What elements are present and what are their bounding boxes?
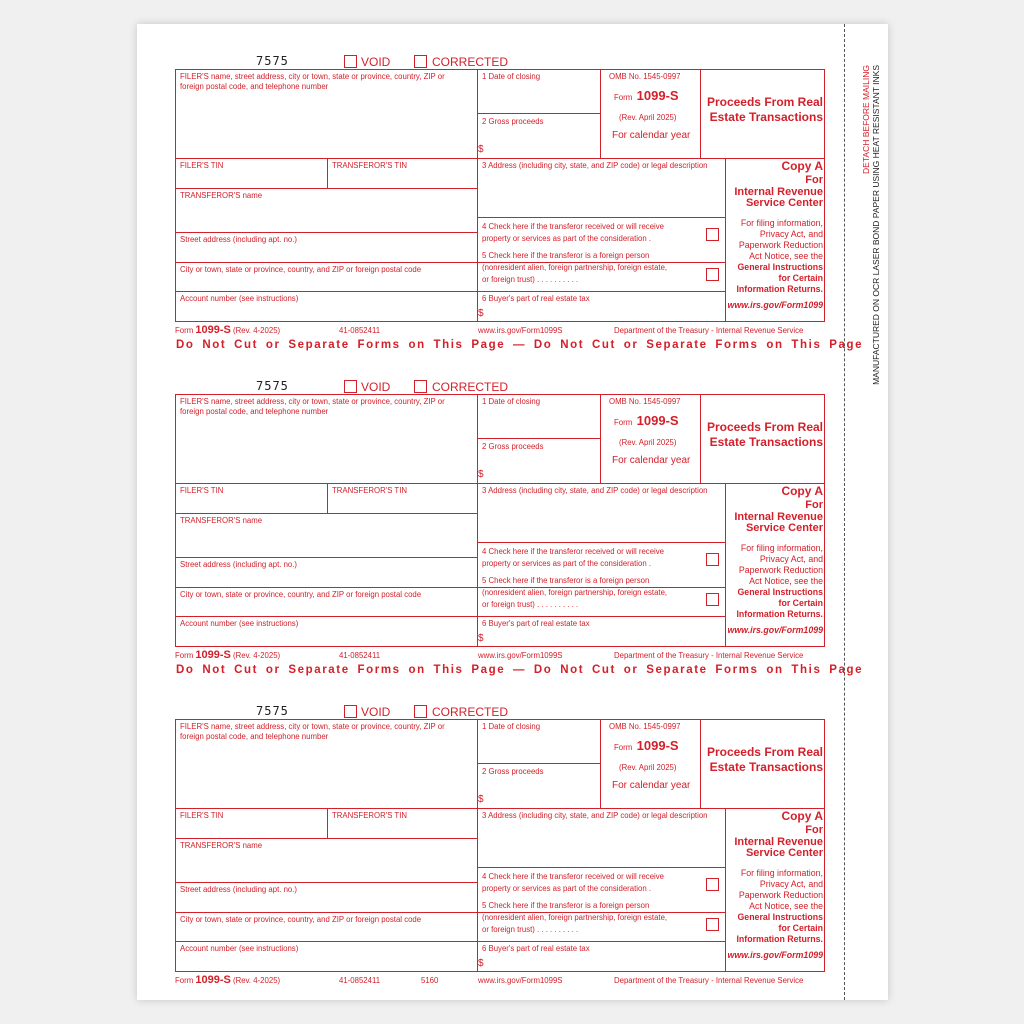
transferor-tin-field[interactable]: TRANSFEROR'S TIN xyxy=(332,486,407,495)
notice-line5: General Instructions xyxy=(737,587,823,597)
footer-revision: (Rev. 4-2025) xyxy=(233,651,281,660)
box4-checkbox[interactable] xyxy=(706,553,719,566)
form-1099s-copy-1 xyxy=(0,25,1024,351)
manufacture-notice: MANUFACTURED ON OCR LASER BOND PAPER USING HEAT RESISTANT INKS xyxy=(871,65,881,385)
omb-number: OMB No. 1545-0997 xyxy=(609,72,681,81)
omb-number: OMB No. 1545-0997 xyxy=(609,397,681,406)
footer-department: Department of the Treasury - Internal Revenue Service xyxy=(614,651,804,660)
notice-line6: for Certain xyxy=(778,923,823,933)
box5-text-line3: or foreign trust) . . . . . . . . . . xyxy=(482,600,579,609)
irs-center-line1: Internal Revenue xyxy=(734,510,823,523)
notice-line3: Paperwork Reduction xyxy=(738,240,823,250)
box4-text-line2: property or services as part of the consideration . xyxy=(482,559,652,568)
box4-text-line1: 4 Check here if the transferor received or will receive xyxy=(482,872,665,881)
corrected-label: CORRECTED xyxy=(432,55,509,69)
footer-form-number: 1099-S xyxy=(195,974,231,986)
corrected-checkbox[interactable] xyxy=(414,55,427,68)
footer-catalog-number: 41-0852411 xyxy=(339,976,381,985)
footer-catalog-number: 41-0852411 xyxy=(339,651,381,660)
for-label: For xyxy=(805,499,823,511)
form-word: Form xyxy=(614,93,633,102)
notice-line6: for Certain xyxy=(778,273,823,283)
void-checkbox[interactable] xyxy=(344,55,357,68)
notice-line1: For filing information, xyxy=(740,218,823,228)
box3-address[interactable]: 3 Address (including city, state, and ZIP code) or legal description xyxy=(482,811,708,820)
corrected-checkbox[interactable] xyxy=(414,705,427,718)
notice-line4: Act Notice, see the xyxy=(749,901,823,911)
box4-text-line2: property or services as part of the consideration . xyxy=(482,884,652,893)
filer-name-field[interactable]: FILER'S name, street address, city or town, state or province, country, ZIP or foreign postal code, and telephone number xyxy=(180,397,445,416)
omb-number: OMB No. 1545-0997 xyxy=(609,722,681,731)
transferor-tin-field[interactable]: TRANSFEROR'S TIN xyxy=(332,161,407,170)
copy-label: Copy A xyxy=(781,809,823,823)
box5-checkbox[interactable] xyxy=(706,593,719,606)
box2-gross-proceeds[interactable]: 2 Gross proceeds xyxy=(482,442,544,451)
do-not-cut-warning: Do Not Cut or Separate Forms on This Page — Do Not Cut or Separate Forms on This Page xyxy=(176,339,864,351)
form-word: Form xyxy=(614,743,633,752)
form-1099s-copy-2 xyxy=(0,350,1024,676)
box4-checkbox[interactable] xyxy=(706,878,719,891)
box3-address[interactable]: 3 Address (including city, state, and ZIP code) or legal description xyxy=(482,486,708,495)
street-address-field[interactable]: Street address (including apt. no.) xyxy=(180,560,298,569)
footer-form-word: Form xyxy=(175,976,194,985)
box6-buyers-tax[interactable]: 6 Buyer's part of real estate tax xyxy=(482,619,590,628)
notice-line2: Privacy Act, and xyxy=(759,554,823,564)
form-number: 1099-S xyxy=(636,88,679,103)
box5-text-line2: (nonresident alien, foreign partnership, foreign estate, xyxy=(482,588,668,597)
irs-url[interactable]: www.irs.gov/Form1099 xyxy=(727,300,823,310)
box1-date-of-closing[interactable]: 1 Date of closing xyxy=(482,397,541,406)
filer-name-field[interactable]: FILER'S name, street address, city or town, state or province, country, ZIP or foreign postal code, and telephone number xyxy=(180,722,445,741)
irs-url[interactable]: www.irs.gov/Form1099 xyxy=(727,950,823,960)
box5-checkbox[interactable] xyxy=(706,268,719,281)
corrected-label: CORRECTED xyxy=(432,705,509,719)
notice-line2: Privacy Act, and xyxy=(759,229,823,239)
transferor-name-field[interactable]: TRANSFEROR'S name xyxy=(180,841,263,850)
do-not-cut-warning: Do Not Cut or Separate Forms on This Page — Do Not Cut or Separate Forms on This Page xyxy=(176,664,864,676)
notice-line3: Paperwork Reduction xyxy=(738,565,823,575)
calendar-year-label: For calendar year xyxy=(612,130,691,141)
form-title-line1: Proceeds From Real xyxy=(706,420,823,434)
revision-date: (Rev. April 2025) xyxy=(619,113,677,122)
box5-text-line3: or foreign trust) . . . . . . . . . . xyxy=(482,925,579,934)
footer-url: www.irs.gov/Form1099S xyxy=(478,326,563,335)
footer-form-number: 1099-S xyxy=(195,324,231,336)
transferor-name-field[interactable]: TRANSFEROR'S name xyxy=(180,191,263,200)
footer-url: www.irs.gov/Form1099S xyxy=(478,651,563,660)
footer-code: 5160 xyxy=(421,976,439,985)
for-label: For xyxy=(805,174,823,186)
notice-line2: Privacy Act, and xyxy=(759,879,823,889)
account-number-field[interactable]: Account number (see instructions) xyxy=(180,294,299,303)
box6-dollar-sign: $ xyxy=(478,633,484,644)
form-1099s-copy-3 xyxy=(0,675,1024,986)
copy-label: Copy A xyxy=(781,484,823,498)
footer-url: www.irs.gov/Form1099S xyxy=(478,976,563,985)
irs-center-line2: Service Center xyxy=(745,522,823,534)
footer-department: Department of the Treasury - Internal Revenue Service xyxy=(614,976,804,985)
box3-address[interactable]: 3 Address (including city, state, and ZIP code) or legal description xyxy=(482,161,708,170)
revision-date: (Rev. April 2025) xyxy=(619,763,677,772)
box6-buyers-tax[interactable]: 6 Buyer's part of real estate tax xyxy=(482,944,590,953)
street-address-field[interactable]: Street address (including apt. no.) xyxy=(180,235,298,244)
irs-center-line1: Internal Revenue xyxy=(734,835,823,848)
transferor-tin-field[interactable]: TRANSFEROR'S TIN xyxy=(332,811,407,820)
box5-text-line1: 5 Check here if the transferor is a foreign person xyxy=(482,901,650,910)
form-title-line2: Estate Transactions xyxy=(709,110,823,124)
box2-gross-proceeds[interactable]: 2 Gross proceeds xyxy=(482,767,544,776)
void-label: VOID xyxy=(361,705,391,719)
box2-dollar-sign: $ xyxy=(478,469,484,480)
void-label: VOID xyxy=(361,55,391,69)
filer-tin-field[interactable]: FILER'S TIN xyxy=(180,486,224,495)
form-title-line2: Estate Transactions xyxy=(709,435,823,449)
notice-line6: for Certain xyxy=(778,598,823,608)
irs-center-line1: Internal Revenue xyxy=(734,185,823,198)
calendar-year-label: For calendar year xyxy=(612,780,691,791)
notice-line1: For filing information, xyxy=(740,868,823,878)
street-address-field[interactable]: Street address (including apt. no.) xyxy=(180,885,298,894)
form-title-line1: Proceeds From Real xyxy=(706,95,823,109)
filer-tin-field[interactable]: FILER'S TIN xyxy=(180,161,224,170)
notice-line3: Paperwork Reduction xyxy=(738,890,823,900)
box5-checkbox[interactable] xyxy=(706,918,719,931)
notice-line4: Act Notice, see the xyxy=(749,251,823,261)
box2-dollar-sign: $ xyxy=(478,144,484,155)
notice-line4: Act Notice, see the xyxy=(749,576,823,586)
account-number-field[interactable]: Account number (see instructions) xyxy=(180,944,299,953)
box4-text-line1: 4 Check here if the transferor received or will receive xyxy=(482,547,665,556)
box4-text-line1: 4 Check here if the transferor received or will receive xyxy=(482,222,665,231)
corrected-checkbox[interactable] xyxy=(414,380,427,393)
notice-line7: Information Returns. xyxy=(736,609,823,619)
notice-line7: Information Returns. xyxy=(736,934,823,944)
notice-line5: General Instructions xyxy=(737,262,823,272)
void-checkbox[interactable] xyxy=(344,380,357,393)
box4-text-line2: property or services as part of the consideration . xyxy=(482,234,652,243)
box5-text-line1: 5 Check here if the transferor is a foreign person xyxy=(482,251,650,260)
city-field[interactable]: City or town, state or province, country, and ZIP or foreign postal code xyxy=(180,915,422,924)
box1-date-of-closing[interactable]: 1 Date of closing xyxy=(482,722,541,731)
footer-form-word: Form xyxy=(175,326,194,335)
filer-name-field[interactable]: FILER'S name, street address, city or town, state or province, country, ZIP or foreign postal code, and telephone number xyxy=(180,72,445,91)
form-code: 7575 xyxy=(256,379,289,393)
box2-gross-proceeds[interactable]: 2 Gross proceeds xyxy=(482,117,544,126)
void-label: VOID xyxy=(361,380,391,394)
city-field[interactable]: City or town, state or province, country, and ZIP or foreign postal code xyxy=(180,590,422,599)
city-field[interactable]: City or town, state or province, country, and ZIP or foreign postal code xyxy=(180,265,422,274)
transferor-name-field[interactable]: TRANSFEROR'S name xyxy=(180,516,263,525)
form-code: 7575 xyxy=(256,54,289,68)
form-number: 1099-S xyxy=(636,413,679,428)
form-number: 1099-S xyxy=(636,738,679,753)
form-code: 7575 xyxy=(256,704,289,718)
footer-revision: (Rev. 4-2025) xyxy=(233,326,281,335)
footer-form-number: 1099-S xyxy=(195,649,231,661)
box6-buyers-tax[interactable]: 6 Buyer's part of real estate tax xyxy=(482,294,590,303)
filer-tin-field[interactable]: FILER'S TIN xyxy=(180,811,224,820)
box6-dollar-sign: $ xyxy=(478,958,484,969)
notice-line1: For filing information, xyxy=(740,543,823,553)
box5-text-line2: (nonresident alien, foreign partnership, foreign estate, xyxy=(482,913,668,922)
irs-center-line2: Service Center xyxy=(745,847,823,859)
box5-text-line3: or foreign trust) . . . . . . . . . . xyxy=(482,275,579,284)
box5-text-line2: (nonresident alien, foreign partnership, foreign estate, xyxy=(482,263,668,272)
irs-url[interactable]: www.irs.gov/Form1099 xyxy=(727,625,823,635)
calendar-year-label: For calendar year xyxy=(612,455,691,466)
notice-line5: General Instructions xyxy=(737,912,823,922)
form-title-line1: Proceeds From Real xyxy=(706,745,823,759)
account-number-field[interactable]: Account number (see instructions) xyxy=(180,619,299,628)
revision-date: (Rev. April 2025) xyxy=(619,438,677,447)
form-title-line2: Estate Transactions xyxy=(709,760,823,774)
void-checkbox[interactable] xyxy=(344,705,357,718)
for-label: For xyxy=(805,824,823,836)
detach-notice: DETACH BEFORE MAILING xyxy=(861,65,871,174)
footer-form-word: Form xyxy=(175,651,194,660)
footer-catalog-number: 41-0852411 xyxy=(339,326,381,335)
footer-department: Department of the Treasury - Internal Revenue Service xyxy=(614,326,804,335)
copy-label: Copy A xyxy=(781,159,823,173)
irs-center-line2: Service Center xyxy=(745,197,823,209)
box4-checkbox[interactable] xyxy=(706,228,719,241)
box2-dollar-sign: $ xyxy=(478,794,484,805)
box6-dollar-sign: $ xyxy=(478,308,484,319)
form-word: Form xyxy=(614,418,633,427)
notice-line7: Information Returns. xyxy=(736,284,823,294)
footer-revision: (Rev. 4-2025) xyxy=(233,976,281,985)
box5-text-line1: 5 Check here if the transferor is a foreign person xyxy=(482,576,650,585)
box1-date-of-closing[interactable]: 1 Date of closing xyxy=(482,72,541,81)
corrected-label: CORRECTED xyxy=(432,380,509,394)
